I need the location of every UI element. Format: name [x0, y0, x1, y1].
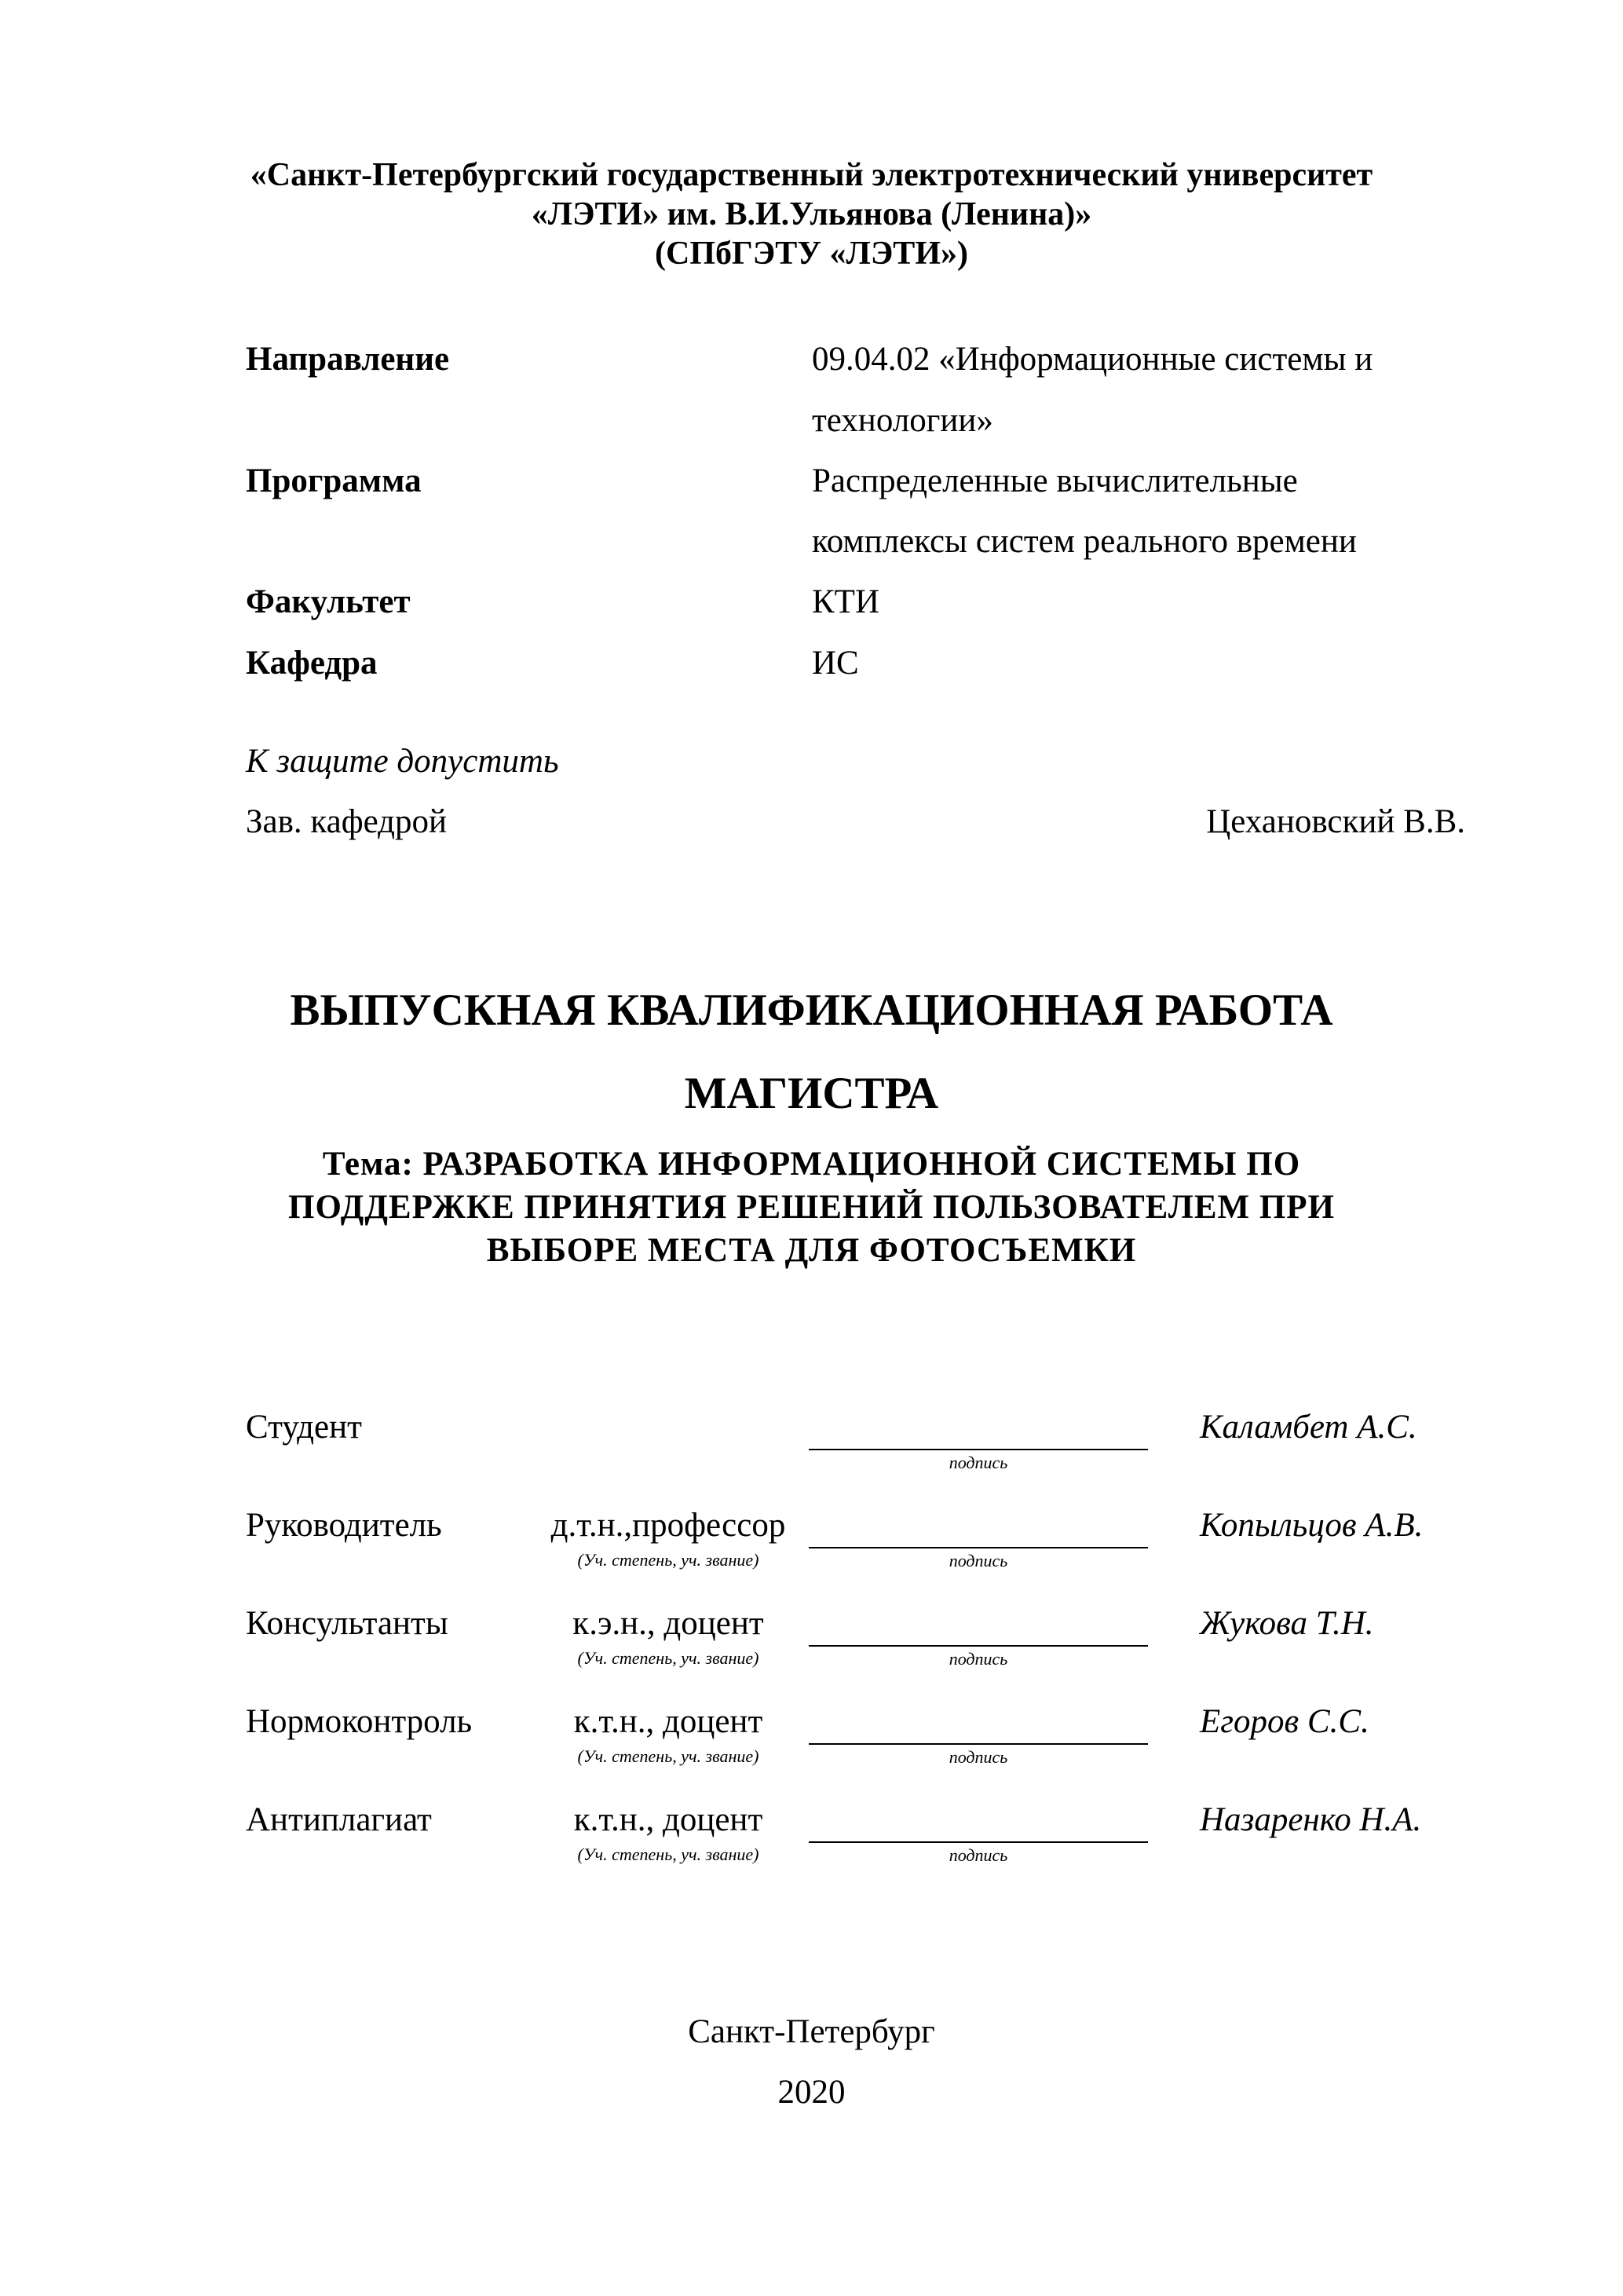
signature-caption: подпись [949, 1453, 1008, 1472]
info-value-department: ИС [812, 645, 859, 682]
signature-caption: подпись [949, 1649, 1008, 1669]
approval-name: Цехановский В.В. [1206, 803, 1465, 840]
signature-line [809, 1841, 1148, 1843]
signature-line [809, 1645, 1148, 1647]
signature-role: Нормоконтроль [246, 1703, 473, 1740]
topic-line-1: Тема: РАЗРАБОТКА ИНФОРМАЦИОННОЙ СИСТЕМЫ ПО [322, 1146, 1301, 1183]
academic-degree: д.т.н.,профессор [550, 1507, 786, 1544]
signature-caption: подпись [949, 1845, 1008, 1865]
academic-degree: к.т.н., доцент [573, 1801, 763, 1838]
degree-caption: (Уч. степень, уч. звание) [577, 1844, 759, 1864]
academic-degree: к.т.н., доцент [573, 1703, 763, 1740]
topic-line-3: ВЫБОРЕ МЕСТА ДЛЯ ФОТОСЪЕМКИ [486, 1232, 1137, 1269]
work-title-line-2: МАГИСТРА [684, 1069, 939, 1118]
signatory-name: Каламбет А.С. [1200, 1409, 1417, 1446]
degree-caption: (Уч. степень, уч. звание) [577, 1746, 759, 1766]
approval-note: К защите допустить [246, 743, 559, 780]
signature-line [809, 1547, 1148, 1548]
signatory-name: Жукова Т.Н. [1200, 1605, 1374, 1642]
university-name-line-2: «ЛЭТИ» им. В.И.Ульянова (Ленина)» [531, 196, 1092, 232]
signature-role: Руководитель [246, 1507, 442, 1544]
info-value-faculty: КТИ [812, 583, 879, 620]
degree-caption: (Уч. степень, уч. звание) [577, 1648, 759, 1668]
info-value-direction-line-1: 09.04.02 «Информационные системы и [812, 341, 1373, 378]
city: Санкт-Петербург [688, 2013, 935, 2050]
signature-caption: подпись [949, 1551, 1008, 1570]
signature-line [809, 1743, 1148, 1745]
signatory-name: Назаренко Н.А. [1200, 1801, 1422, 1838]
university-abbreviation: (СПбГЭТУ «ЛЭТИ») [655, 236, 968, 272]
info-value-direction-line-2: технологии» [812, 402, 993, 439]
info-key-department: Кафедра [246, 645, 378, 682]
signatory-name: Копыльцов А.В. [1200, 1507, 1424, 1544]
signature-role: Консультанты [246, 1605, 448, 1642]
info-value-program-line-2: комплексы систем реального времени [812, 523, 1357, 560]
info-key-direction: Направление [246, 341, 450, 378]
topic-line-2: ПОДДЕРЖКЕ ПРИНЯТИЯ РЕШЕНИЙ ПОЛЬЗОВАТЕЛЕМ ПРИ [288, 1189, 1335, 1226]
signatory-name: Егоров С.С. [1200, 1703, 1369, 1740]
info-value-program-line-1: Распределенные вычислительные [812, 462, 1298, 499]
academic-degree: к.э.н., доцент [572, 1605, 764, 1642]
degree-caption: (Уч. степень, уч. звание) [577, 1550, 759, 1570]
info-key-program: Программа [246, 462, 422, 499]
year: 2020 [777, 2074, 846, 2111]
university-name-line-1: «Санкт-Петербургский государственный электротехнический университет [250, 157, 1373, 193]
approval-role: Зав. кафедрой [246, 803, 448, 840]
signature-role: Антиплагиат [246, 1801, 432, 1838]
signature-role: Студент [246, 1409, 362, 1446]
work-title-line-1: ВЫПУСКНАЯ КВАЛИФИКАЦИОННАЯ РАБОТА [290, 985, 1333, 1035]
signature-line [809, 1449, 1148, 1450]
info-key-faculty: Факультет [246, 583, 411, 620]
signature-caption: подпись [949, 1747, 1008, 1767]
